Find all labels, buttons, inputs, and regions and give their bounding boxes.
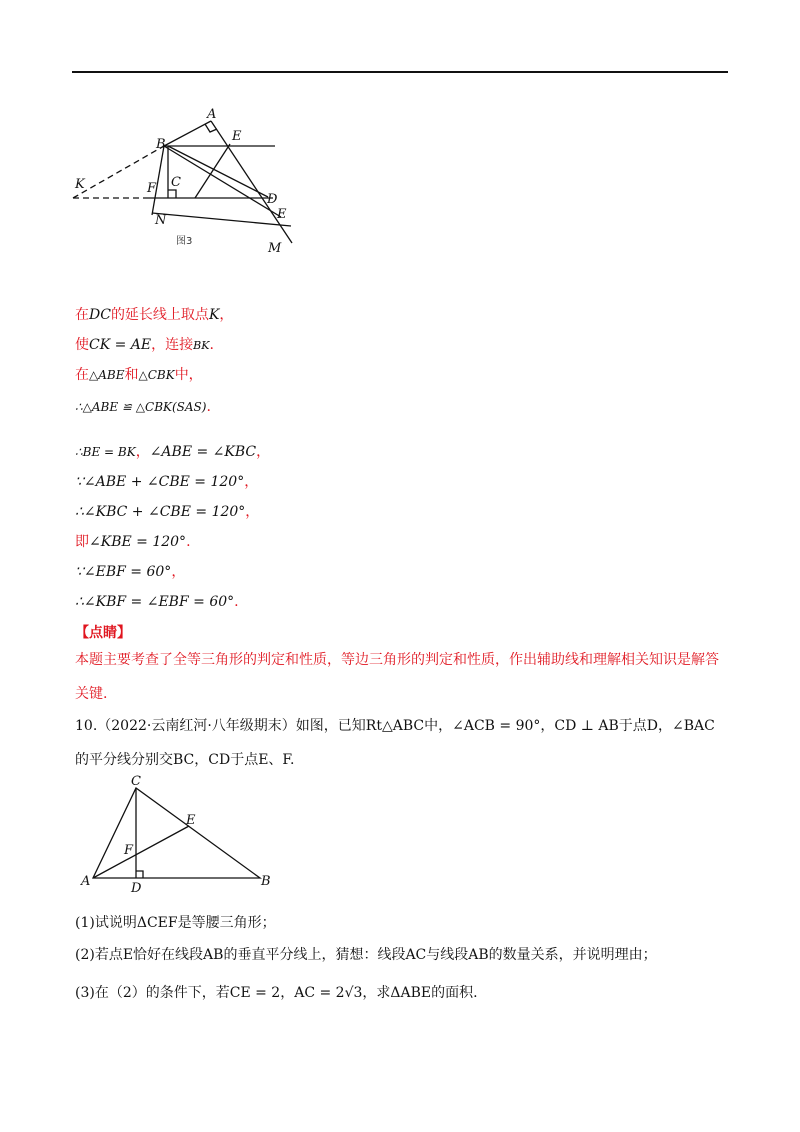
label-K: K <box>75 177 85 192</box>
fig2-label-C: C <box>131 774 141 789</box>
label-C: C <box>171 175 181 190</box>
step-line-10: ∴∠KBF = ∠EBF = 60°. <box>75 594 239 610</box>
comment-text: 本题主要考查了全等三角形的判定和性质，等边三角形的判定和性质，作出辅助线和理解相关知识是解答关键. <box>75 652 719 702</box>
question-1: (1)试说明ΔCEF是等腰三角形； <box>75 915 276 931</box>
label-A: A <box>207 107 217 122</box>
problem-10 <box>75 709 725 777</box>
question-3: (3)在（2）的条件下，若CE = 2，AC = 2√3，求ΔABE的面积. <box>75 985 478 1001</box>
step-line-5: ∴BE = BK，∠ABE = ∠KBC， <box>75 444 271 460</box>
step-line-9: ∵∠EBF = 60°， <box>75 564 186 580</box>
fig2-label-B: B <box>261 874 271 889</box>
label-D: D <box>267 192 278 207</box>
problem-source: （2022·云南红河·八年级期末） <box>97 718 296 734</box>
label-B: B <box>156 137 166 152</box>
step-line-3: 在△ABE和△CBK中， <box>75 367 203 383</box>
fig2-label-A: A <box>81 874 91 889</box>
label-F: F <box>147 181 157 196</box>
fig2-label-F: F <box>124 843 134 858</box>
label-E2: E <box>277 207 287 222</box>
step-line-6: ∵∠ABE + ∠CBE = 120°， <box>75 474 259 490</box>
problem-number: 10. <box>75 718 98 734</box>
step-line-7: ∴∠KBC + ∠CBE = 120°， <box>75 504 260 520</box>
figure-caption: 图3 <box>176 236 193 247</box>
step-line-1: 在DC的延长线上取点K， <box>75 307 234 323</box>
fig2-label-E: E <box>186 813 196 828</box>
comment-tag: 【点睛】 <box>75 625 131 641</box>
geometry-figure-3 <box>60 100 300 260</box>
label-E: E <box>232 129 242 144</box>
label-N: N <box>155 213 167 228</box>
label-M: M <box>268 241 282 256</box>
question-2: (2)若点E恰好在线段AB的垂直平分线上，猜想：线段AC与线段AB的数量关系，并说明理由； <box>75 947 657 963</box>
fig2-label-D: D <box>131 881 142 894</box>
step-line-4: ∴△ABE ≌ △CBK(SAS). <box>75 399 211 415</box>
step-line-8: 即∠KBE = 120°. <box>75 534 191 550</box>
problem-text: 如图，已知Rt△ABC中，∠ACB = 90°，CD ⊥ AB于点D，∠BAC的平分线分别交BC，CD于点E、F. <box>75 718 715 768</box>
top-rule <box>72 71 728 73</box>
triangle-figure <box>75 772 285 894</box>
step-line-2: 使CK = AE，连接BK. <box>75 337 214 353</box>
